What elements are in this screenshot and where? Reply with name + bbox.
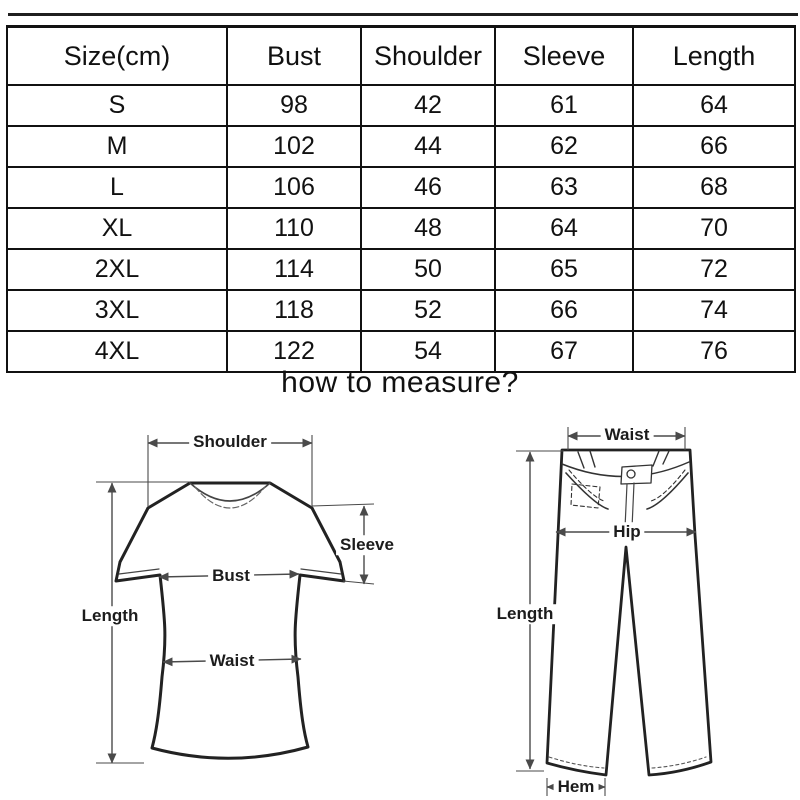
shirt-waist-label: Waist xyxy=(206,651,259,671)
shirt-sleeve-label: Sleeve xyxy=(336,535,398,555)
table-cell: 65 xyxy=(495,249,633,290)
table-row xyxy=(7,290,795,331)
table-cell: 102 xyxy=(227,126,361,167)
table-cell: 67 xyxy=(495,331,633,372)
tshirt-outline xyxy=(116,483,344,758)
table-header-row xyxy=(7,27,795,86)
shirt-length-label: Length xyxy=(78,606,143,626)
table-cell: 50 xyxy=(361,249,495,290)
table-cell: 61 xyxy=(495,85,633,126)
pants-hem-label: Hem xyxy=(554,777,599,797)
table-row xyxy=(7,85,795,126)
column-header-sleeve: Sleeve xyxy=(495,27,633,86)
table-cell: S xyxy=(7,85,227,126)
table-cell: 66 xyxy=(495,290,633,331)
table-cell: 106 xyxy=(227,167,361,208)
column-header-length: Length xyxy=(633,27,795,86)
table-cell: 76 xyxy=(633,331,795,372)
table-cell: 68 xyxy=(633,167,795,208)
table-cell: 98 xyxy=(227,85,361,126)
table-cell: 64 xyxy=(633,85,795,126)
table-row xyxy=(7,167,795,208)
pants-hip-label: Hip xyxy=(609,522,644,542)
table-cell: 70 xyxy=(633,208,795,249)
table-cell: 42 xyxy=(361,85,495,126)
table-cell: XL xyxy=(7,208,227,249)
fly-placket xyxy=(621,465,652,484)
table-cell: 46 xyxy=(361,167,495,208)
table-cell: 122 xyxy=(227,331,361,372)
table-cell: M xyxy=(7,126,227,167)
table-row xyxy=(7,249,795,290)
column-header-bust: Bust xyxy=(227,27,361,86)
waist-button xyxy=(627,470,635,478)
pants-length-label: Length xyxy=(493,604,558,624)
table-cell: 48 xyxy=(361,208,495,249)
table-cell: 64 xyxy=(495,208,633,249)
shirt-shoulder-label: Shoulder xyxy=(189,432,271,452)
table-cell: L xyxy=(7,167,227,208)
table-row xyxy=(7,208,795,249)
how-to-measure-heading: how to measure? xyxy=(281,366,519,399)
pants-measure-diagram xyxy=(455,410,800,800)
table-cell: 4XL xyxy=(7,331,227,372)
table-cell: 54 xyxy=(361,331,495,372)
column-header-shoulder: Shoulder xyxy=(361,27,495,86)
size-chart-table xyxy=(6,25,796,373)
table-cell: 2XL xyxy=(7,249,227,290)
table-cell: 66 xyxy=(633,126,795,167)
pants-outline xyxy=(547,450,711,775)
table-cell: 52 xyxy=(361,290,495,331)
table-cell: 110 xyxy=(227,208,361,249)
table-cell: 72 xyxy=(633,249,795,290)
table-cell: 44 xyxy=(361,126,495,167)
shirt-bust-label: Bust xyxy=(208,566,254,586)
table-cell: 74 xyxy=(633,290,795,331)
table-cell: 62 xyxy=(495,126,633,167)
table-cell: 114 xyxy=(227,249,361,290)
tshirt-measure-diagram xyxy=(40,415,400,800)
pants-waist-label: Waist xyxy=(601,425,654,445)
table-cell: 118 xyxy=(227,290,361,331)
table-cell: 3XL xyxy=(7,290,227,331)
table-row xyxy=(7,126,795,167)
table-cell: 63 xyxy=(495,167,633,208)
top-divider-line xyxy=(8,13,798,16)
column-header-size: Size(cm) xyxy=(7,27,227,86)
